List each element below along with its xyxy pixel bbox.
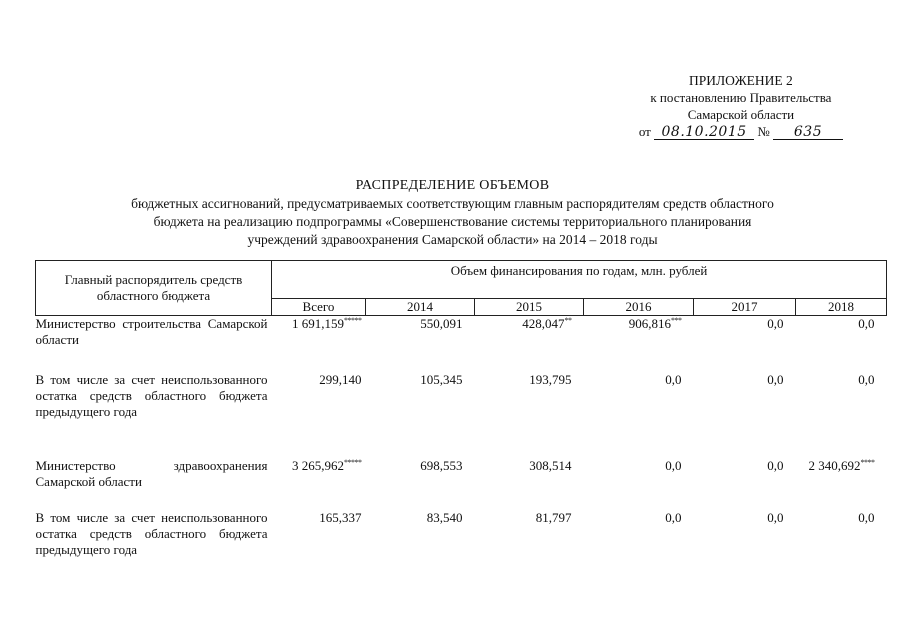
table-cell <box>796 316 887 372</box>
cell-value: 0,0 <box>858 509 875 525</box>
footnote-mark: *** <box>671 316 682 325</box>
column-header-year: 2014 <box>366 299 475 316</box>
row-distributor-name: Министерство строительства Самарской области <box>35 316 268 347</box>
document-heading <box>0 177 905 249</box>
heading-line-1: бюджетных ассигнований, предусматриваемых соответствующим главным распорядителям средств областного <box>131 196 774 211</box>
cell-value: 193,795 <box>529 371 572 387</box>
cell-value: 1 691,159 <box>292 316 344 331</box>
table-cell <box>475 510 584 580</box>
cell-value: 3 265,962 <box>292 457 344 473</box>
table-cell <box>475 458 584 510</box>
appendix-line-2: Самарской области <box>687 107 795 122</box>
table-cell <box>366 372 475 458</box>
column-header-year: 2015 <box>475 299 584 316</box>
cell-value: 0,0 <box>767 316 784 331</box>
cell-value: 0,0 <box>858 371 875 387</box>
cell-value: 0,0 <box>858 316 875 331</box>
table-cell <box>272 458 366 510</box>
table-cell <box>694 510 796 580</box>
cell-value: 0,0 <box>767 457 784 473</box>
cell-value: 0,0 <box>767 509 784 525</box>
cell-value: 0,0 <box>665 457 682 473</box>
table-row <box>36 372 887 458</box>
table-cell <box>796 510 887 580</box>
table-cell <box>272 372 366 458</box>
table-row <box>36 510 887 580</box>
cell-value: 0,0 <box>665 371 682 387</box>
cell-value: 698,553 <box>420 457 463 473</box>
table-cell <box>272 316 366 372</box>
cell-value: 2 340,692 <box>808 457 861 473</box>
table-cell <box>584 510 694 580</box>
column-header-year: 2016 <box>584 299 694 316</box>
heading-line-2: бюджета на реализацию подпрограммы «Совершенствование системы территориального планирования <box>153 214 752 229</box>
table-row <box>36 458 887 510</box>
handwritten-number: 635 <box>773 125 843 140</box>
table-cell <box>475 372 584 458</box>
number-label: № <box>757 124 770 139</box>
cell-value: 83,540 <box>426 509 463 525</box>
table-cell <box>366 510 475 580</box>
appendix-title: ПРИЛОЖЕНИЕ 2 <box>689 73 793 88</box>
cell-value: 0,0 <box>665 509 682 525</box>
column-header-distributor: Главный распорядитель средств областного бюджета <box>36 261 272 316</box>
cell-value: 550,091 <box>420 316 463 331</box>
table-cell <box>584 372 694 458</box>
footnote-mark: ***** <box>344 457 362 467</box>
appendix-line-1: к постановлению Правительства <box>650 90 832 105</box>
table-cell <box>694 458 796 510</box>
cell-value: 428,047 <box>522 316 565 331</box>
cell-value: 105,345 <box>420 371 463 387</box>
table-row <box>36 316 887 372</box>
heading-title: РАСПРЕДЕЛЕНИЕ ОБЪЕМОВ <box>355 178 550 193</box>
table-cell <box>796 458 887 510</box>
row-distributor-name: В том числе за счет неиспользованного остатка средств областного бюджета предыдущего года <box>35 509 268 557</box>
table-body <box>36 316 887 580</box>
table-cell <box>272 510 366 580</box>
table-cell <box>694 372 796 458</box>
table-cell <box>366 316 475 372</box>
footnote-mark: ** <box>564 316 572 325</box>
column-header-year: 2018 <box>796 299 887 316</box>
cell-value: 906,816 <box>628 316 671 331</box>
cell-value: 308,514 <box>529 457 572 473</box>
footnote-mark: ***** <box>344 316 362 325</box>
column-header-funding-group: Объем финансирования по годам, млн. рублей <box>272 261 887 299</box>
table-cell <box>694 316 796 372</box>
footnote-mark: **** <box>860 457 875 467</box>
cell-value: 0,0 <box>767 371 784 387</box>
resolution-signature-line <box>639 123 843 140</box>
cell-value: 81,797 <box>535 509 572 525</box>
heading-line-3: учреждений здравоохранения Самарской области» на 2014 – 2018 годы <box>247 232 658 247</box>
appendix-block <box>639 72 843 140</box>
column-header-year: 2017 <box>694 299 796 316</box>
funding-table <box>35 260 887 580</box>
table-cell <box>584 316 694 372</box>
table-cell <box>584 458 694 510</box>
column-header-total: Всего <box>272 299 366 316</box>
cell-value: 165,337 <box>319 509 362 525</box>
row-distributor-name: В том числе за счет неиспользованного остатка средств областного бюджета предыдущего года <box>35 371 268 419</box>
table-cell <box>475 316 584 372</box>
table-cell <box>366 458 475 510</box>
table-cell <box>796 372 887 458</box>
from-label: от <box>638 124 651 139</box>
row-distributor-name: Министерство здравоохранения Самарской области <box>35 457 268 489</box>
handwritten-date: 08.10.2015 <box>654 125 754 140</box>
cell-value: 299,140 <box>319 371 362 387</box>
